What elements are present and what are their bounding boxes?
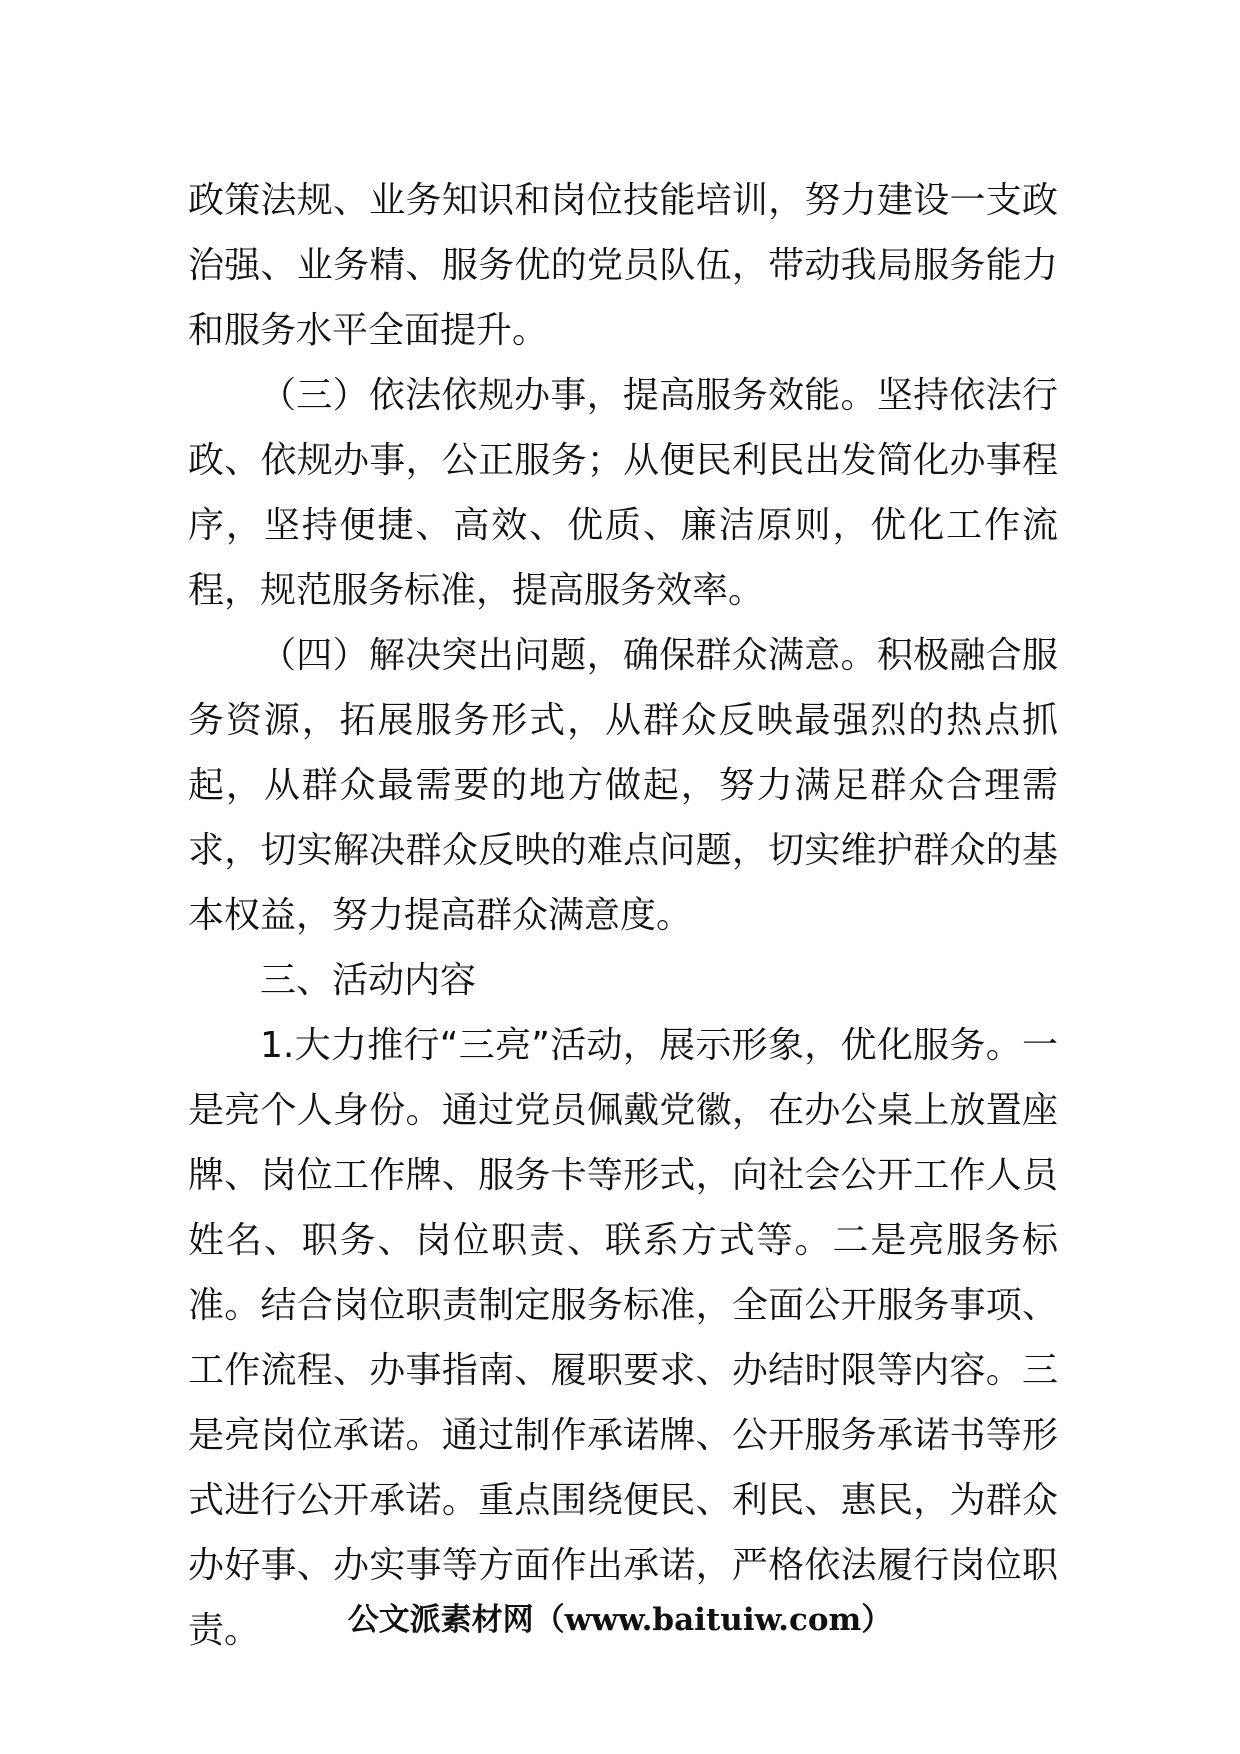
paragraph-continuation: 政策法规、业务知识和岗位技能培训，努力建设一支政治强、业务精、服务优的党员队伍，带动我局服务能力和服务水平全面提升。 <box>188 180 1058 351</box>
paragraph-section-4: （四）解决突出问题，确保群众满意。积极融合服务资源，拓展服务形式，从群众反映最强烈的热点抓起，从群众最需要的地方做起，努力满足群众合理需求，切实解决群众反映的难点问题，切实维护群众的基本权益，努力提高群众满意度。 <box>188 635 1058 936</box>
document-body <box>188 168 1058 1663</box>
footer-watermark: 公文派素材网（www.baituiw.com） <box>347 1602 893 1638</box>
heading-activity-content: 三、活动内容 <box>260 960 477 1001</box>
paragraph-item-1: 1.大力推行“三亮”活动，展示形象，优化服务。一是亮个人身份。通过党员佩戴党徽，在办公桌上放置座牌、岗位工作牌、服务卡等形式，向社会公开工作人员姓名、职务、岗位职责、联系方式等。二是亮服务标准。结合岗位职责制定服务标准，全面公开服务事项、工作流程、办事指南、履职要求、办结时限等内容。三是亮岗位承诺。通过制作承诺牌、公开服务承诺书等形式进行公开承诺。重点围绕便民、利民、惠民，为群众办好事、办实事等方面作出承诺，严格依法履行岗位职责。 <box>188 1025 1058 1651</box>
paragraph-section-3: （三）依法依规办事，提高服务效能。坚持依法行政、依规办事，公正服务；从便民利民出发简化办事程序，坚持便捷、高效、优质、廉洁原则，优化工作流程，规范服务标准，提高服务效率。 <box>188 375 1058 611</box>
